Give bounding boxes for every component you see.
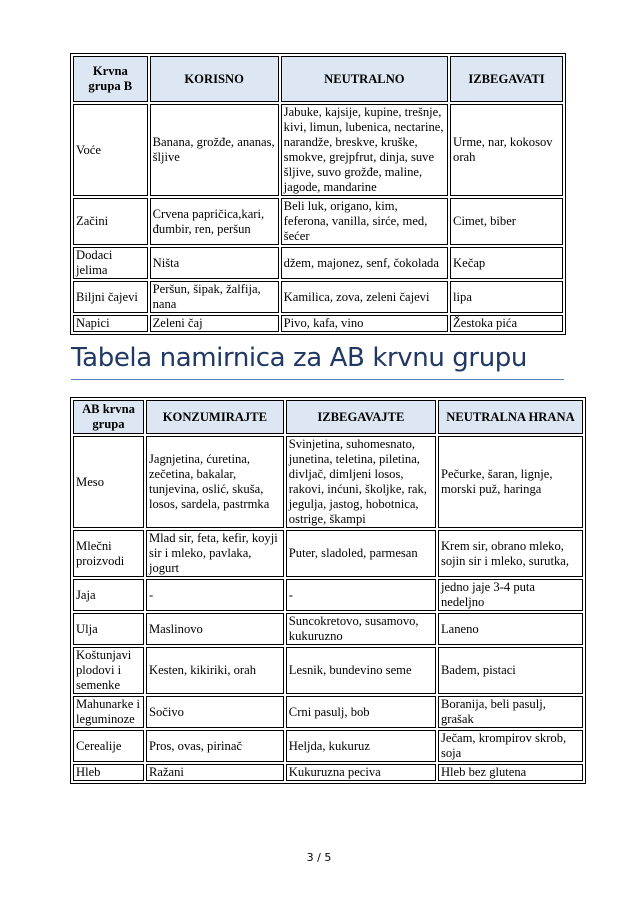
row-category-cell: Hleb — [73, 764, 144, 781]
table-row — [73, 647, 583, 694]
table-cell: Jabuke, kajsije, kupine, trešnje, kivi, limun, lubenica, nectarine, narandže, breskve, kruške, smokve, grejpfrut, dinja, suve šljive, suvo grožđe, maline, jagode, mandarine — [281, 104, 448, 196]
table-cell: Heljda, kukuruz — [286, 730, 436, 762]
table-row — [73, 247, 563, 279]
table-cell: Sočivo — [146, 696, 284, 728]
table-row — [73, 315, 563, 332]
table-cell: Kamilica, zova, zeleni čajevi — [281, 281, 448, 313]
header-blood-group: AB krvna grupa — [73, 400, 144, 434]
table-header-row — [73, 56, 563, 102]
row-category-cell: Biljni čajevi — [73, 281, 148, 313]
table-cell: jedno jaje 3-4 puta nedeljno — [438, 579, 583, 611]
table-body — [73, 104, 563, 332]
table-cell: Zeleni čaj — [150, 315, 279, 332]
row-category-cell: Začini — [73, 198, 148, 245]
header-blood-group: Krvna grupa B — [73, 56, 148, 102]
row-category-cell: Mahunarke i leguminoze — [73, 696, 144, 728]
blood-type-b-table — [70, 53, 566, 335]
table-cell: Žestoka pića — [450, 315, 563, 332]
table-row — [73, 730, 583, 762]
row-category-cell: Cerealije — [73, 730, 144, 762]
table-row — [73, 436, 583, 528]
row-category-cell: Koštunjavi plodovi i semenke — [73, 647, 144, 694]
row-category-cell: Dodaci jelima — [73, 247, 148, 279]
table-cell: Crvena papričica,kari, đumbir, ren, peršun — [150, 198, 279, 245]
row-category-cell: Napici — [73, 315, 148, 332]
table-cell: Mlad sir, feta, kefir, koyji sir i mleko, pavlaka, jogurt — [146, 530, 284, 577]
row-category-cell: Voće — [73, 104, 148, 196]
table-body — [73, 436, 583, 781]
table-cell: - — [146, 579, 284, 611]
table-row — [73, 281, 563, 313]
table-cell: Laneno — [438, 613, 583, 645]
table-row — [73, 613, 583, 645]
header-izbegavajte: IZBEGAVAJTE — [286, 400, 436, 434]
table-cell: Cimet, biber — [450, 198, 563, 245]
table-row — [73, 198, 563, 245]
table-cell: Ječam, krompirov skrob, soja — [438, 730, 583, 762]
table-cell: Ražani — [146, 764, 284, 781]
header-neutralna-hrana: NEUTRALNA HRANA — [438, 400, 583, 434]
header-konzumirajte: KONZUMIRAJTE — [146, 400, 284, 434]
table-cell: Peršun, šipak, žalfija, nana — [150, 281, 279, 313]
table-cell: Jagnjetina, ćuretina, zečetina, bakalar, tunjevina, oslić, skuša, losos, sardela, pastrmka — [146, 436, 284, 528]
table-cell: Ništa — [150, 247, 279, 279]
table-cell: Beli luk, origano, kim, feferona, vanilla, sirće, med, šećer — [281, 198, 448, 245]
table-cell: Maslinovo — [146, 613, 284, 645]
table-cell: Svinjetina, suhomesnato, junetina, teletina, piletina, divljač, dimljeni losos, rakovi, inćuni, školjke, rak, jegulja, jastog, hobotnica, ostrige, škampi — [286, 436, 436, 528]
table-cell: Crni pasulj, bob — [286, 696, 436, 728]
row-category-cell: Meso — [73, 436, 144, 528]
table-cell: Kečap — [450, 247, 563, 279]
table-cell: Puter, sladoled, parmesan — [286, 530, 436, 577]
table-row — [73, 530, 583, 577]
table-cell: Krem sir, obrano mleko, sojin sir i mleko, surutka, — [438, 530, 583, 577]
table-cell: Pros, ovas, pirinač — [146, 730, 284, 762]
table-cell: džem, majonez, senf, čokolada — [281, 247, 448, 279]
table-header-row — [73, 400, 583, 434]
row-category-cell: Ulja — [73, 613, 144, 645]
table-row — [73, 764, 583, 781]
table-cell: lipa — [450, 281, 563, 313]
table-cell: Pivo, kafa, vino — [281, 315, 448, 332]
section-title: Tabela namirnica za AB krvnu grupu — [71, 341, 564, 380]
table-row — [73, 696, 583, 728]
row-category-cell: Mlečni proizvodi — [73, 530, 144, 577]
header-izbegavati: IZBEGAVATI — [450, 56, 563, 102]
table-row — [73, 579, 583, 611]
table-cell: Pečurke, šaran, lignje, morski puž, haringa — [438, 436, 583, 528]
table-row — [73, 104, 563, 196]
header-korisno: KORISNO — [150, 56, 279, 102]
table-cell: Suncokretovo, susamovo, kukuruzno — [286, 613, 436, 645]
table-cell: Kukuruzna peciva — [286, 764, 436, 781]
table-cell: Banana, grožđe, ananas, šljive — [150, 104, 279, 196]
page-number: 3 / 5 — [306, 851, 332, 864]
table-cell: - — [286, 579, 436, 611]
table-cell: Urme, nar, kokosov orah — [450, 104, 563, 196]
table-cell: Kesten, kikiriki, orah — [146, 647, 284, 694]
blood-type-ab-table — [70, 397, 586, 784]
row-category-cell: Jaja — [73, 579, 144, 611]
header-neutralno: NEUTRALNO — [281, 56, 448, 102]
table-cell: Hleb bez glutena — [438, 764, 583, 781]
table-cell: Badem, pistaci — [438, 647, 583, 694]
table-cell: Lesnik, bundevino seme — [286, 647, 436, 694]
table-cell: Boranija, beli pasulj, grašak — [438, 696, 583, 728]
